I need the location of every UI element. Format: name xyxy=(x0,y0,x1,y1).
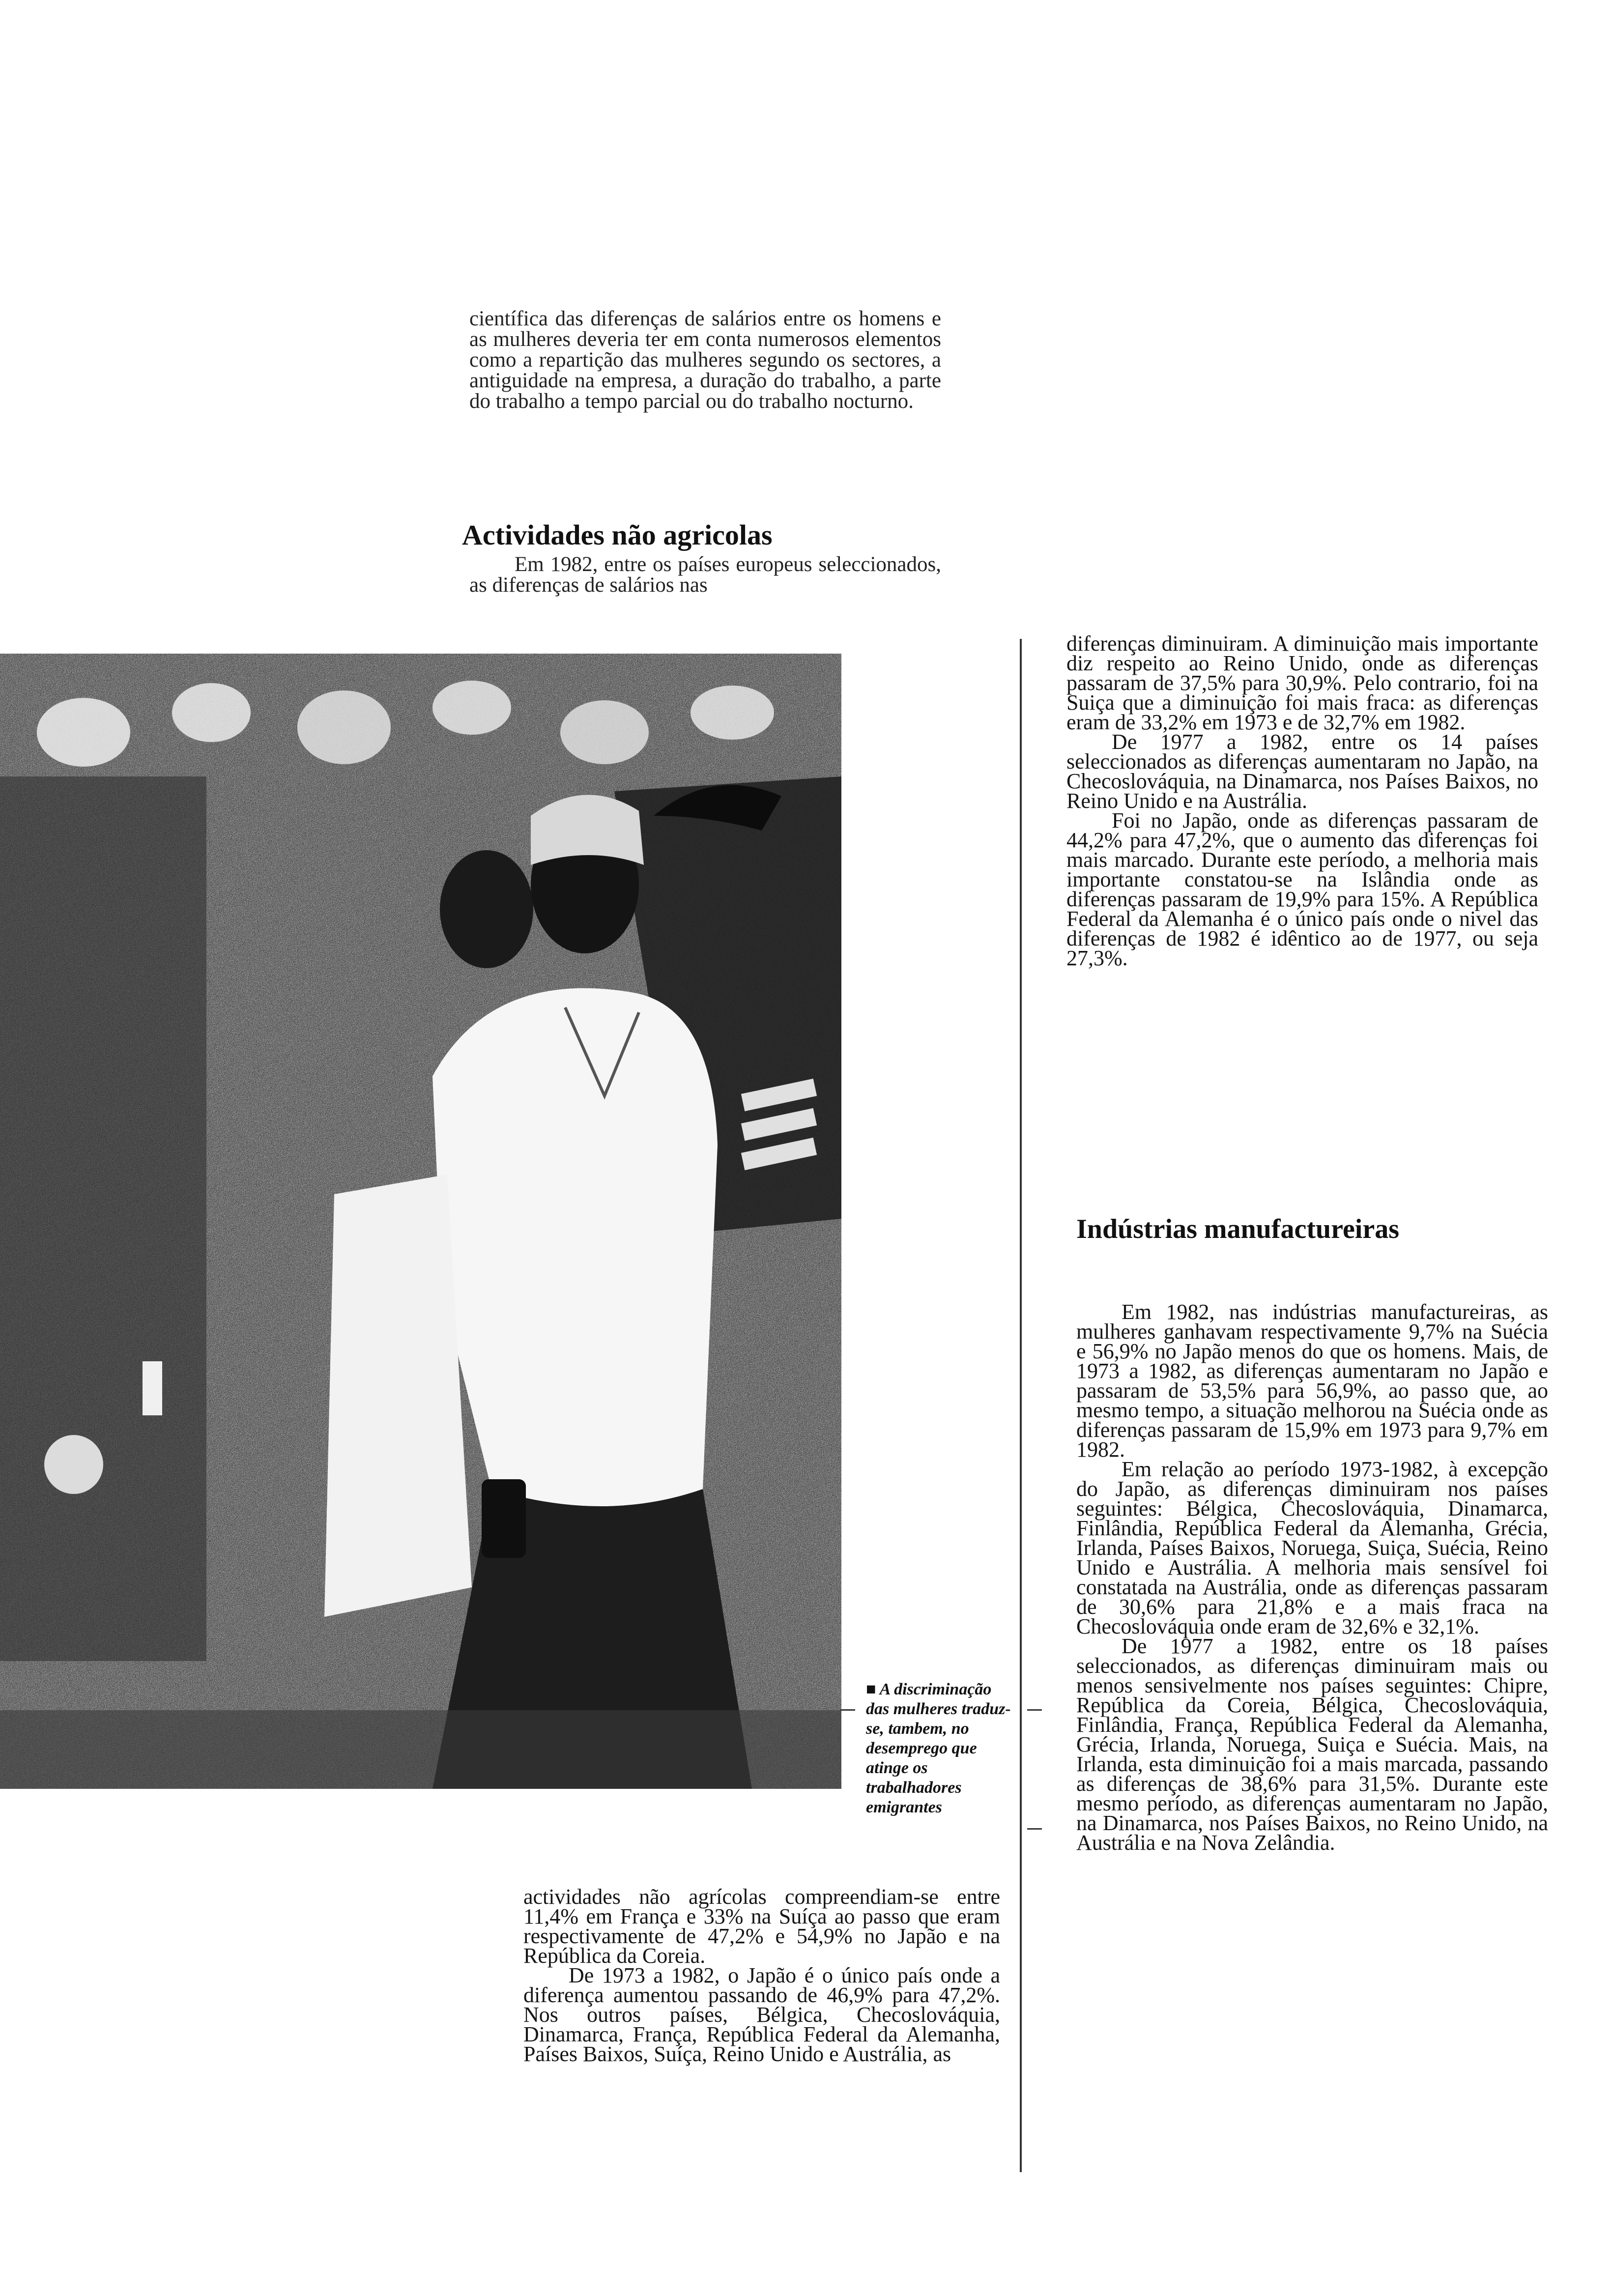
nonagricultural-intro xyxy=(469,554,941,596)
section-heading-manufacturing: Indústrias manufactureiras xyxy=(1076,1214,1400,1244)
right-paragraph-3: Foi no Japão, onde as diferenças passaram de 44,2% para 47,2%, que o aumento das diferenças foi mais marcado. Durante este período, a melhoria mais importante constatou-se na Islândia onde as diferenças passaram de 19,9% para 15%. A República Federal da Alemanha é o único país onde o nivel das diferenças de 1982 é idêntico ao de 1977, ou seja 27,3%. xyxy=(1066,808,1538,970)
section-heading-nonagricultural: Actividades não agricolas xyxy=(462,519,773,551)
manufacturing-column xyxy=(1076,1302,1548,1853)
nonagricultural-column xyxy=(523,1887,1000,2064)
decorative-dash xyxy=(1027,1709,1042,1711)
protest-photo xyxy=(0,654,841,1789)
column-divider xyxy=(1020,639,1022,2172)
manufacturing-paragraph-1: Em 1982, nas indústrias manufactureiras, as mulheres ganhavam respectivamente 9,7% na Suécia e 56,9% no Japão menos do que os homens. Mais, de 1973 a 1982, as diferenças aumentaram no Japão e passaram de 53,5% para 56,9%, ao passo que, ao mesmo tempo, a situação melhorou na Suécia onde as diferenças passaram de 15,9% em 1973 para 9,7% em 1982. xyxy=(1076,1300,1548,1462)
manufacturing-paragraph-2: Em relação ao período 1973-1982, à excepção do Japão, as diferenças diminuiram nos países seguintes: Bélgica, Checoslováquia, Dinamarca, Finlândia, República Federal da Alemanha, Grécia, Irlanda, Países Baixos, Noruega, Suiça, Suécia, Reino Unido e Austrália. A melhoria mais sensível foi constatada na Austrália, onde as diferenças passaram de 30,6% para 21,8% e a mais fraca na Checoslováquia onde eram de 32,6% e 32,1%. xyxy=(1076,1457,1548,1638)
right-column xyxy=(1066,631,1538,970)
intro-paragraph: científica das diferenças de salários entre os homens e as mulheres deveria ter em conta numerosos elementos como a repartição das mulheres segundo os sectores, a antiguidade na empresa, a duração do trabalho, a parte do trabalho a tempo parcial ou do trabalho nocturno. xyxy=(469,307,941,413)
right-paragraph-2: De 1977 a 1982, entre os 14 países seleccionados as diferenças aumentaram no Japão, na Checoslováquia, na Dinamarca, nos Países Baixos, no Reino Unido e na Austrália. xyxy=(1066,730,1538,813)
decorative-dash xyxy=(840,1709,855,1711)
photo-caption: ■ A discriminação das mulheres traduz-se, tambem, no desemprego que atinge os trabalhadores emigrantes xyxy=(866,1680,1011,1816)
right-paragraph-1: diferenças diminuiram. A diminuição mais importante diz respeito ao Reino Unido, onde as diferenças passaram de 37,5% para 30,9%. Pelo contrario, foi na Suiça que a diminuição foi mais fraca: as diferenças eram de 33,2% em 1973 e de 32,7% em 1982. xyxy=(1066,631,1538,734)
nonagricultural-paragraph-start: Em 1982, entre os países europeus seleccionados, as diferenças de salários nas xyxy=(469,553,941,597)
decorative-dash xyxy=(1027,1828,1042,1830)
nonagricultural-paragraph-2: De 1973 a 1982, o Japão é o único país onde a diferença aumentou passando de 46,9% para 47,2%. Nos outros países, Bélgica, Checoslováquia, Dinamarca, França, República Federal da Alemanha, Países Baixos, Suíça, Reino Unido e Austrália, as xyxy=(523,1963,1000,2066)
nonagricultural-paragraph-1: actividades não agrícolas compreendiam-se entre 11,4% em França e 33% na Suíça ao passo que eram respectivamente de 47,2% e 54,9% no Japão e na República da Coreia. xyxy=(523,1885,1000,1968)
manufacturing-paragraph-3: De 1977 a 1982, entre os 18 países seleccionados, as diferenças diminuiram mais ou menos sensivelmente nos países seguintes: Chipre, República da Coreia, Bélgica, Checoslováquia, Finlândia, França, República Federal da Alemanha, Grécia, Irlanda, Noruega, Suiça e Suécia. Mais, na Irlanda, esta diminuição foi a mais marcada, passando as diferenças de 38,6% para 31,5%. Durante este mesmo período, as diferenças aumentaram no Japão, na Dinamarca, nos Países Baixos, no Reino Unido, na Austrália e na Nova Zelândia. xyxy=(1076,1634,1548,1855)
intro-column xyxy=(469,309,941,412)
